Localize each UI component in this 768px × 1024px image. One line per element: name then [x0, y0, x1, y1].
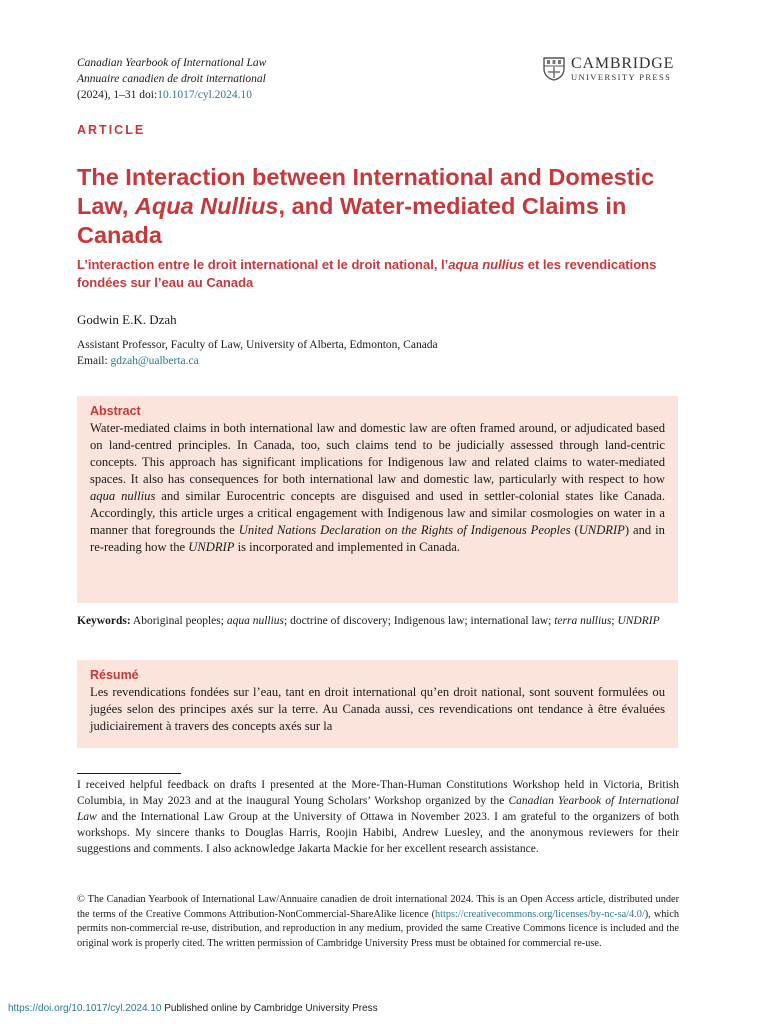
abstract-heading: Abstract: [90, 404, 141, 418]
article-title: The Interaction between International and Domestic Law, Aqua Nullius, and Water-mediated Claims in Canada: [77, 164, 655, 248]
journal-header: [77, 55, 266, 103]
article-subtitle-fr: L’interaction entre le droit international et le droit national, l’aqua nullius et les revendications fondées sur l’eau au Canada: [77, 257, 657, 290]
cambridge-logo: [543, 56, 683, 84]
abstract-box: [77, 396, 678, 603]
abstract-text: Water-mediated claims in both international law and domestic law are often framed around, or adjudicated based on land-centred principles. In Canada, too, such claims tend to be judicially assessed through land-centric concepts. This approach has significant implications for Indigenous law and related claims to water-mediated spaces. It also has consequences for both international law and domestic law, particularly with respect to how aqua nullius and similar Eurocentric concepts are disguised and used in settler-colonial states like Canada. Accordingly, this article urges a critical engagement with Indigenous law and similar cosmologies on water in a manner that foregrounds the United Nations Declaration on the Rights of Indigenous Peoples (UNDRIP) and in re-reading how the UNDRIP is incorporated and implemented in Canada.: [90, 421, 665, 554]
journal-citation: (2024), 1–31 doi:10.1017/cyl.2024.10: [77, 89, 253, 101]
journal-name-en: Canadian Yearbook of International Law: [77, 57, 267, 69]
doi-link[interactable]: 10.1017/cyl.2024.10: [157, 89, 253, 101]
author-affiliation: [77, 337, 438, 369]
publisher-name: CAMBRIDGE: [571, 55, 675, 72]
footnote-divider: [77, 773, 181, 774]
resume-heading: Résumé: [90, 668, 139, 682]
license-link[interactable]: https://creativecommons.org/licenses/by-nc-sa/4.0/: [435, 908, 645, 920]
author-name: Godwin E.K. Dzah: [77, 312, 177, 327]
resume-box: [77, 660, 678, 748]
acknowledgement-footnote: I received helpful feedback on drafts I presented at the More-Than-Human Constitutions Workshop held in Victoria, British Columbia, in May 2023 and at the inaugural Young Scholars’ Workshop organized by the Canadian Yearbook of International Law and the International Law Group at the University of Ottawa in November 2023. I am grateful to the organizers of both workshops. My sincere thanks to Douglas Harris, Roojin Habibi, Andrew Luesley, and the anonymous reviewers for their suggestions and comments. I also acknowledge Jakarta Mackie for her excellent research assistance.: [77, 779, 679, 855]
resume-text: Les revendications fondées sur l’eau, tant en droit international qu’en droit national, sont souvent formulées ou jugées selon des principes axés sur la terre. Au Canada aussi, ces revendications ont tendance à être évaluées judiciairement à travers des concepts axés sur la: [90, 685, 665, 733]
bottom-doi-link[interactable]: https://doi.org/10.1017/cyl.2024.10: [8, 1003, 162, 1014]
journal-name-fr: Annuaire canadien de droit international: [77, 73, 266, 85]
email-link[interactable]: gdzah@ualberta.ca: [110, 355, 199, 367]
cambridge-shield-icon: [543, 57, 565, 81]
bottom-doi-bar: https://doi.org/10.1017/cyl.2024.10 Published online by Cambridge University Press: [8, 1003, 378, 1014]
email-line: Email: gdzah@ualberta.ca: [77, 355, 199, 367]
copyright-notice: © The Canadian Yearbook of International Law/Annuaire canadien de droit international 2024. This is an Open Access article, distributed under the terms of the Creative Commons Attribution-NonCommercial-ShareAlike licence (https://creativecommons.org/licenses/by-nc-sa/4.0/), which permits non-commercial re-use, distribution, and reproduction in any medium, provided the same Creative Commons licence is included and the original work is properly cited. The written permission of Cambridge University Press must be obtained for commercial re-use.: [77, 894, 679, 949]
publisher-press: UNIVERSITY PRESS: [571, 72, 672, 82]
article-type-label: ARTICLE: [77, 123, 146, 137]
affiliation-text: Assistant Professor, Faculty of Law, University of Alberta, Edmonton, Canada: [77, 339, 438, 351]
keywords: Keywords: Aboriginal peoples; aqua nullius; doctrine of discovery; Indigenous law; international law; terra nullius; UNDRIP: [77, 615, 660, 627]
